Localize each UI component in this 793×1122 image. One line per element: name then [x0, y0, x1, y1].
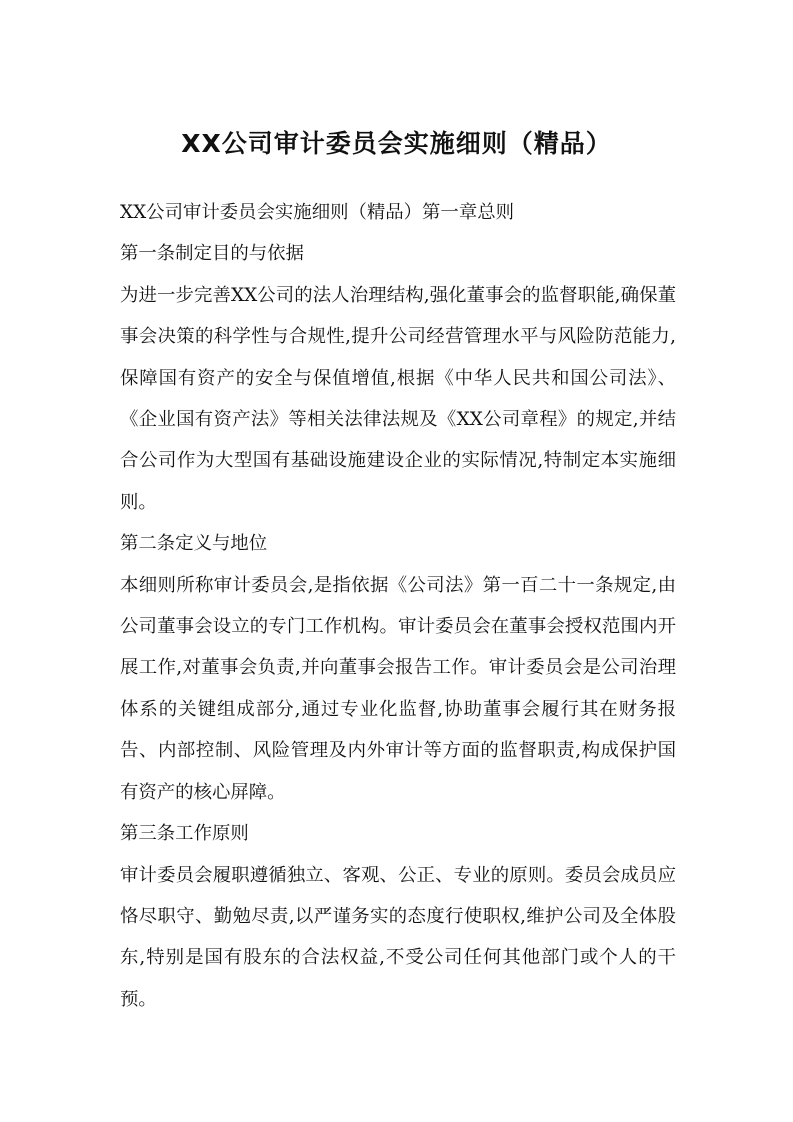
document-body	[120, 192, 676, 1020]
article-1-heading: 第一条制定目的与依据	[120, 243, 304, 265]
document-title: XX公司审计委员会实施细则（精品）	[181, 129, 612, 158]
article-2-heading: 第二条定义与地位	[120, 533, 268, 555]
article-1-paragraph: 为进一步完善XX公司的法人治理结构,强化董事会的监督职能,确保董事会决策的科学性与合规性,提升公司经营管理水平与风险防范能力,保障国有资产的安全与保值增值,根据《中华人民共和国公司法》、《企业国有资产法》等相关法律法规及《XX公司章程》的规定,并结合公司作为大型国有基础设施建设企业的实际情况,特制定本实施细则。	[120, 284, 676, 513]
article-2-paragraph: 本细则所称审计委员会,是指依据《公司法》第一百二十一条规定,由公司董事会设立的专门工作机构。审计委员会在董事会授权范围内开展工作,对董事会负责,并向董事会报告工作。审计委员会是公司治理体系的关键组成部分,通过专业化监督,协助董事会履行其在财务报告、内部控制、风险管理及内外审计等方面的监督职责,构成保护国有资产的核心屏障。	[120, 574, 676, 803]
chapter-heading: XX公司审计委员会实施细则（精品）第一章总则	[120, 202, 514, 223]
article-3-heading: 第三条工作原则	[120, 823, 249, 845]
article-3-paragraph: 审计委员会履职遵循独立、客观、公正、专业的原则。委员会成员应恪尽职守、勤勉尽责,以严谨务实的态度行使职权,维护公司及全体股东,特别是国有股东的合法权益,不受公司任何其他部门或个人的干预。	[120, 864, 676, 1010]
